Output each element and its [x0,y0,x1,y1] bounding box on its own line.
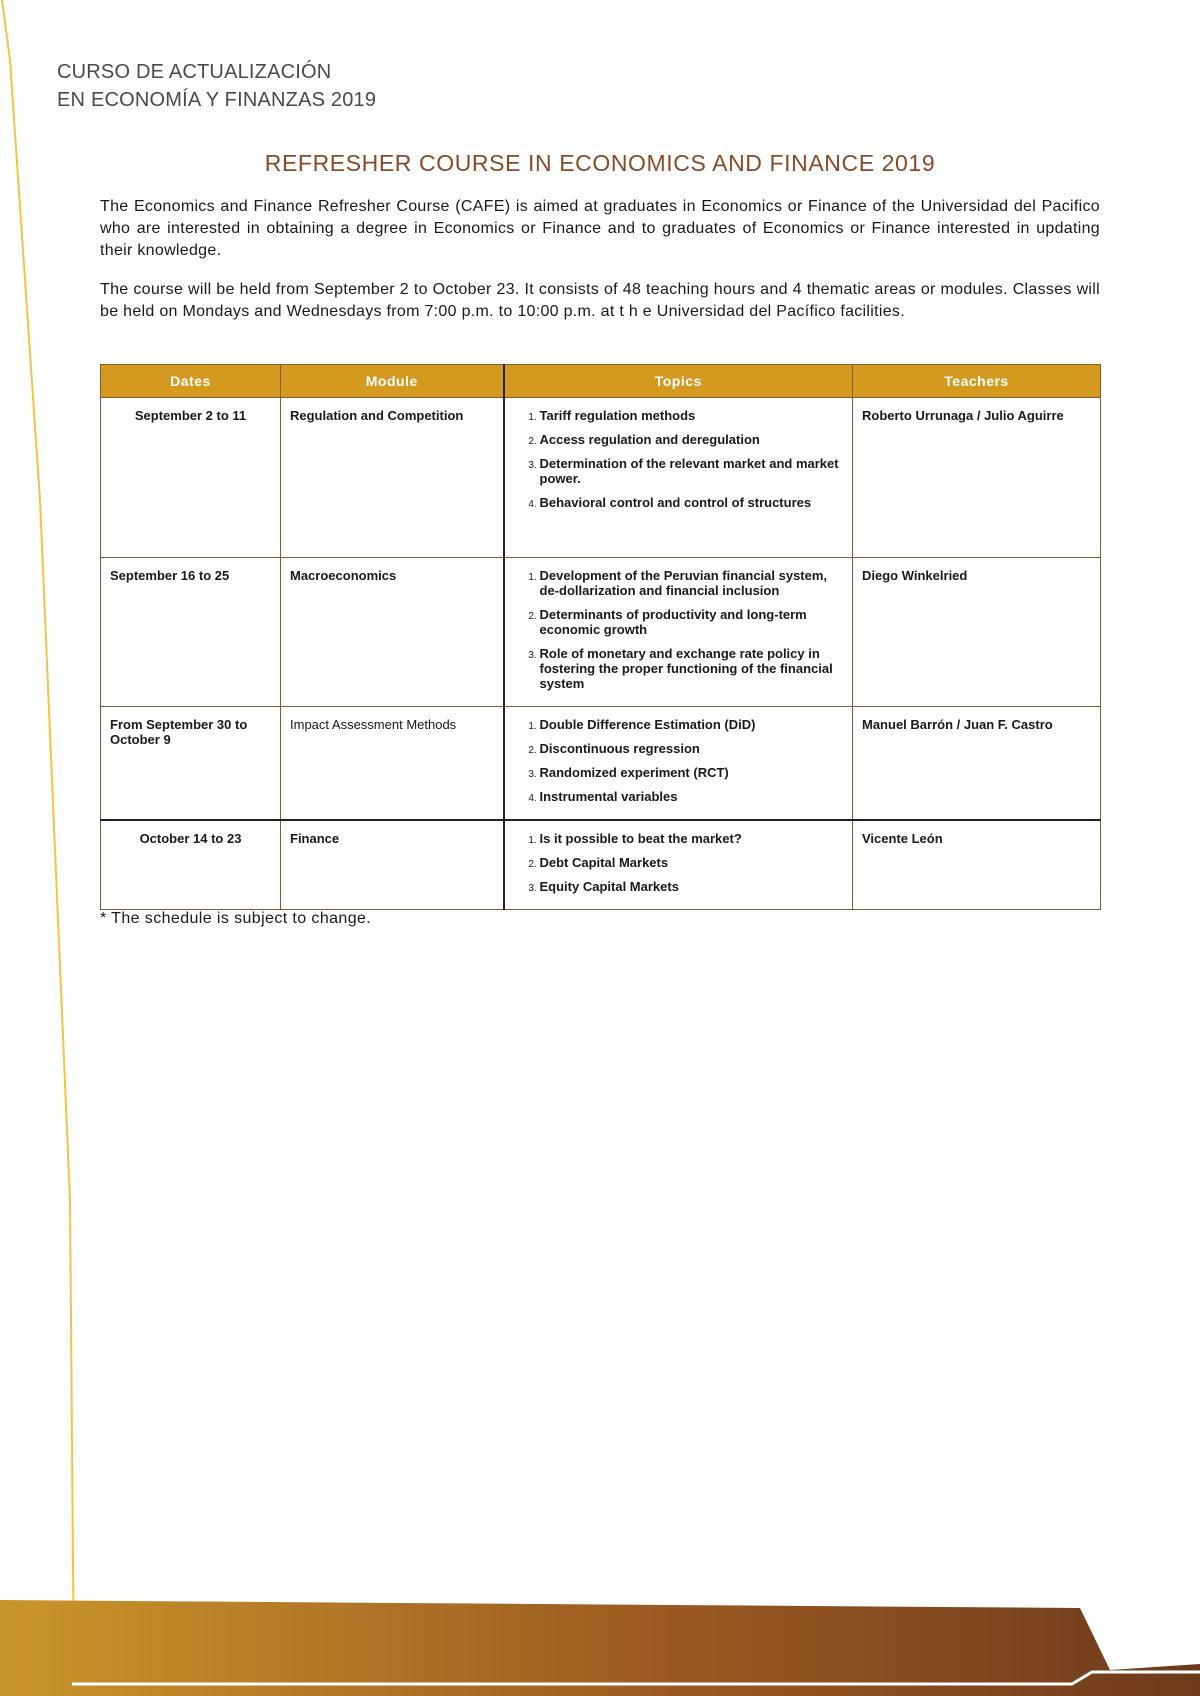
header-module: Module [281,365,504,398]
row-dates: September 16 to 25 [101,558,281,707]
row-teachers: Manuel Barrón / Juan F. Castro [853,707,1101,821]
table-row [101,820,1101,910]
row-dates: September 2 to 11 [101,398,281,558]
topic-item: 1. Double Difference Estimation (DiD) [540,717,844,732]
row-teachers: Roberto Urrunaga / Julio Aguirre [853,398,1101,558]
row-dates: October 14 to 23 [101,820,281,910]
topic-item: 3. Equity Capital Markets [540,879,844,894]
course-header [57,58,376,114]
topic-item: 1. Tariff regulation methods [540,408,844,423]
header-line-1: CURSO DE ACTUALIZACIÓN [57,61,332,83]
schedule-note: * The schedule is subject to change. [100,910,372,927]
row-topics [504,398,853,558]
topic-item: 4. Instrumental variables [540,789,844,804]
topic-item: 3. Role of monetary and exchange rate policy in fostering the proper functioning of the financial system [540,646,844,691]
table-row [101,558,1101,707]
row-teachers: Diego Winkelried [853,558,1101,707]
topic-item: 4. Behavioral control and control of structures [540,495,844,510]
header-line-2: EN ECONOMÍA Y FINANZAS 2019 [57,89,377,111]
row-topics [504,820,853,910]
row-topics [504,707,853,821]
table-row [101,398,1101,558]
topic-item: 2. Discontinuous regression [540,741,844,756]
page-title: REFRESHER COURSE IN ECONOMICS AND FINANCE 2019 [264,150,936,176]
row-module: Macroeconomics [281,558,504,707]
topic-item: 2. Determinants of productivity and long-term economic growth [540,607,844,637]
intro-paragraph-2: The course will be held from September 2 to October 23. It consists of 48 teaching hours and 4 thematic areas or modules. Classes will be held on Mondays and Wednesdays from 7:00 p.m. to 10:00 p.m. at t h e Universidad del Pacífico facilities. [100,281,1100,320]
header-topics: Topics [504,365,853,398]
row-module: Finance [281,820,504,910]
table-row [101,707,1101,821]
topic-item: 3. Randomized experiment (RCT) [540,765,844,780]
row-module: Regulation and Competition [281,398,504,558]
row-module: Impact Assessment Methods [281,707,504,821]
row-dates: From September 30 to October 9 [101,707,281,821]
topic-item: 3. Determination of the relevant market and market power. [540,456,844,486]
schedule-table [100,364,1101,910]
row-topics [504,558,853,707]
header-dates: Dates [101,365,281,398]
topic-item: 1. Is it possible to beat the market? [540,831,844,846]
row-teachers: Vicente León [853,820,1101,910]
topic-item: 2. Access regulation and deregulation [540,432,844,447]
table-header-row [101,365,1101,398]
intro-paragraph-1: The Economics and Finance Refresher Course (CAFE) is aimed at graduates in Economics or Finance of the Universidad del Pacifico who are interested in obtaining a degree in Economics or Finance and to graduates of Economics or Finance interested in updating their knowledge. [100,198,1100,259]
header-teachers: Teachers [853,365,1101,398]
topic-item: 1. Development of the Peruvian financial system, de-dollarization and financial inclusion [540,568,844,598]
topic-item: 2. Debt Capital Markets [540,855,844,870]
